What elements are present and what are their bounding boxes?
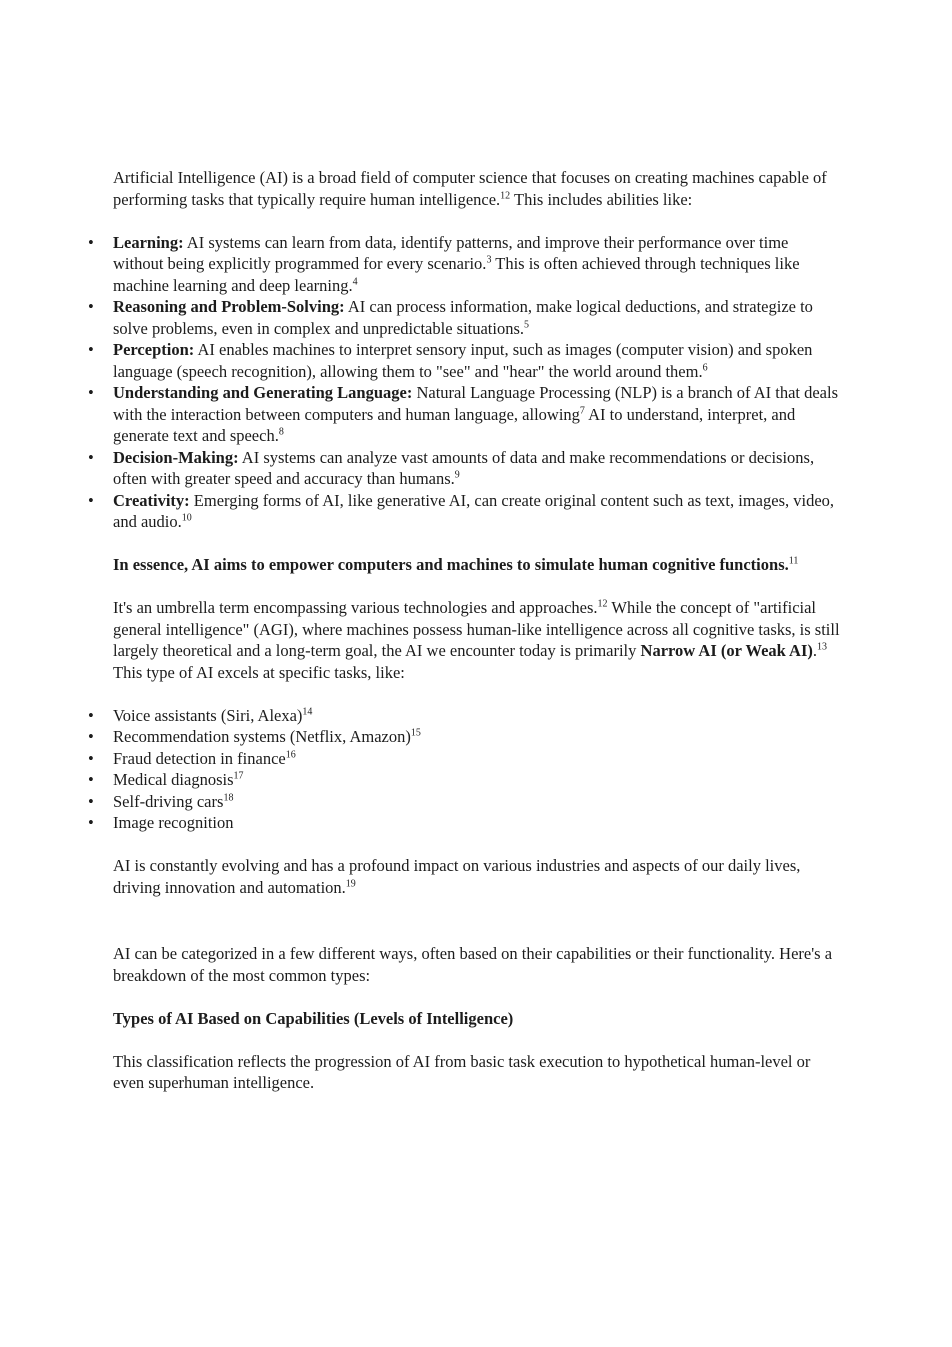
classification-paragraph: [113, 1051, 842, 1094]
bold-text: Decision-Making:: [113, 447, 239, 467]
text-run: Fraud detection in finance: [113, 748, 286, 768]
list-item: [88, 296, 842, 339]
text-run: Medical diagnosis: [113, 770, 234, 789]
text-run: Natural Language Processing (NLP) is a branch of AI that deals with the interaction between computers and human language, allowing: [113, 383, 839, 424]
bullet-icon: •: [88, 791, 94, 811]
text-run: Recommendation systems (Netflix, Amazon): [113, 727, 411, 746]
bullet-icon: •: [88, 383, 94, 402]
list-item: [88, 382, 842, 447]
bullet-icon: •: [88, 340, 94, 359]
list-item: [88, 791, 842, 813]
text-run: Image recognition: [113, 813, 234, 832]
narrow-ai-examples-list: [88, 705, 842, 834]
footnote-ref: 7: [579, 405, 585, 416]
footnote-ref: 13: [817, 641, 827, 653]
text-run: AI to understand, interpret, and generate text and speech.: [113, 404, 796, 445]
footnote-ref: 15: [410, 727, 421, 739]
text-run: AI can process information, make logical deductions, and strategize to solve problems, even in complex and unpredictable situations.: [113, 297, 813, 338]
footnote-ref: 9: [454, 469, 460, 481]
evolving-paragraph: [113, 855, 842, 898]
list-item: [88, 812, 842, 834]
bold-text: In essence, AI aims to empower computers and machines to simulate human cognitive functions.: [113, 555, 789, 574]
text-run: This classification reflects the progression of AI from basic task execution to hypothetical human-level or even superhuman intelligence.: [113, 1051, 811, 1092]
footnote-ref: 5: [524, 319, 530, 330]
text-run: This type of AI excels at specific tasks, like:: [113, 662, 405, 682]
footnote-ref: 10: [181, 512, 192, 524]
footnote-ref: 14: [302, 706, 313, 717]
bullet-icon: •: [88, 813, 94, 832]
bullet-icon: •: [88, 705, 94, 725]
footnote-ref: 12: [500, 190, 511, 201]
text-run: Artificial Intelligence (AI) is a broad field of computer science that focuses on creating machines capable of performing tasks that typically require human intelligence.: [113, 168, 827, 209]
intro-paragraph: [113, 167, 842, 210]
bold-text: Types of AI Based on Capabilities (Levels of Intelligence): [113, 1008, 514, 1028]
text-run: While the concept of "artificial general intelligence" (AGI), where machines possess human-like intelligence across all cognitive tasks, is still largely theoretical and a long-term goal, the AI we encounter today is primarily: [113, 598, 840, 660]
footnote-ref: 16: [285, 749, 296, 760]
bold-text: Reasoning and Problem-Solving:: [113, 297, 345, 316]
text-run: AI systems can analyze vast amounts of data and make recommendations or decisions, often with greater speed and accuracy than humans.: [113, 447, 815, 488]
text-run: This is often achieved through techniques like machine learning and deep learning.: [113, 254, 800, 295]
bullet-icon: •: [88, 297, 94, 316]
list-item: [88, 769, 842, 791]
ai-abilities-list: [88, 232, 842, 533]
footnote-ref: 4: [352, 276, 358, 287]
umbrella-paragraph: [113, 597, 842, 683]
footnote-ref: 17: [233, 770, 244, 782]
footnote-ref: 11: [788, 555, 799, 567]
text-run: Emerging forms of AI, like generative AI, can create original content such as text, images, video, and audio.: [113, 490, 835, 531]
footnote-ref: 6: [702, 362, 708, 373]
bold-text: Learning:: [113, 232, 184, 252]
footnote-ref: 18: [223, 792, 234, 803]
bullet-icon: •: [88, 232, 94, 252]
list-item: [88, 748, 842, 770]
bullet-icon: •: [88, 490, 94, 510]
categorization-paragraph: [113, 943, 842, 986]
bullet-icon: •: [88, 727, 94, 746]
text-run: AI is constantly evolving and has a profound impact on various industries and aspects of our daily lives, driving innovation and automation.: [113, 856, 801, 897]
bold-text: Perception:: [113, 340, 195, 359]
text-run: AI systems can learn from data, identify patterns, and improve their performance over time without being explicitly programmed for every scenario.: [113, 232, 789, 273]
list-item: [88, 726, 842, 748]
list-item: [88, 490, 842, 533]
text-run: .: [812, 641, 817, 660]
footnote-ref: 19: [345, 878, 356, 889]
document-page: [88, 167, 842, 1115]
list-item: [88, 339, 842, 382]
text-run: This includes abilities like:: [510, 189, 693, 209]
footnote-ref: 8: [278, 426, 284, 438]
list-item: [88, 232, 842, 297]
capabilities-heading: [113, 1008, 842, 1030]
text-run: Voice assistants (Siri, Alexa): [113, 705, 303, 725]
bold-text: Understanding and Generating Language:: [113, 383, 413, 402]
text-run: It's an umbrella term encompassing various technologies and approaches.: [113, 598, 598, 617]
text-run: AI enables machines to interpret sensory input, such as images (computer vision) and spoken language (speech recognition), allowing them to "see" and "hear" the world around them.: [113, 340, 813, 381]
bullet-icon: •: [88, 770, 94, 789]
list-item: [88, 705, 842, 727]
text-run: Self-driving cars: [113, 791, 224, 811]
footnote-ref: 12: [597, 598, 608, 610]
bold-text: Narrow AI (or Weak AI): [640, 641, 813, 660]
essence-paragraph: [113, 554, 842, 576]
bullet-icon: •: [88, 447, 94, 467]
list-item: [88, 447, 842, 490]
bold-text: Creativity:: [113, 490, 190, 510]
text-run: AI can be categorized in a few different ways, often based on their capabilities or their functionality. Here's a breakdown of the most common types:: [113, 944, 833, 985]
footnote-ref: 3: [486, 254, 492, 266]
bullet-icon: •: [88, 748, 94, 768]
